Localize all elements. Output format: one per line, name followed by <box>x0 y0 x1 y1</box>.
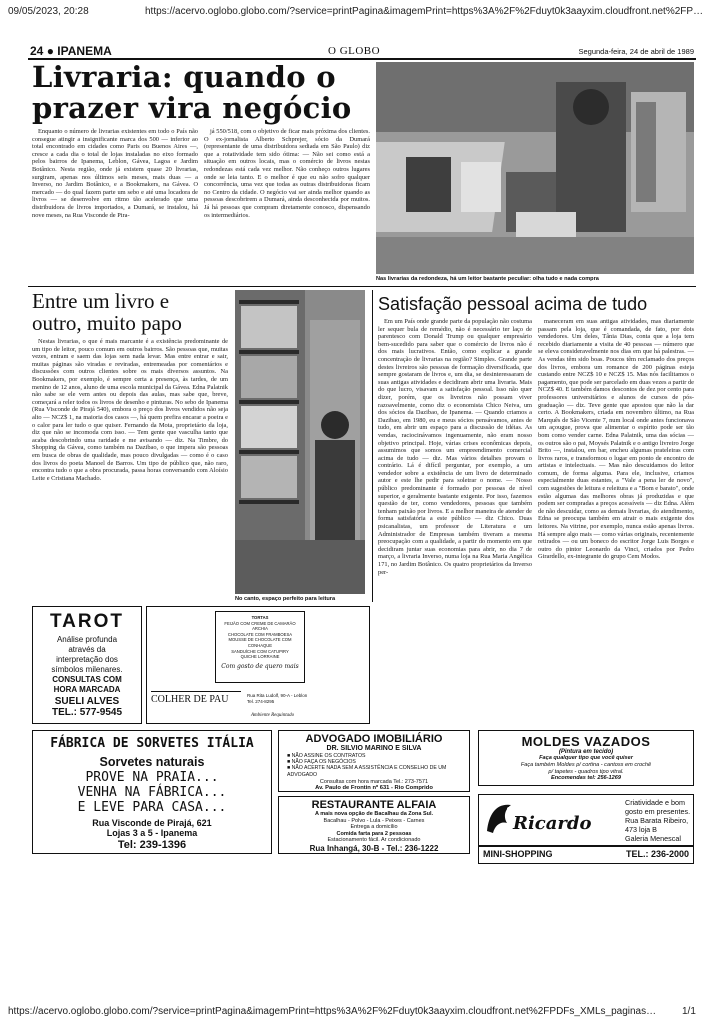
ad-sorvetes-italia <box>32 730 272 854</box>
moldes-subtitle: (Pintura em tecido) <box>558 749 614 755</box>
sorvetes-address2: Lojas 3 a 5 - Ipanema <box>106 828 198 838</box>
moldes-details: Faça qualquer tipo que você quiser Faça também Moldes p/ cortina - cantoss em crochê p/ tapetes - quadros tipo vitral. Encomendas tel: 256-1269 <box>520 755 652 782</box>
bullet-icon: ■ <box>287 765 291 772</box>
sorvetes-slogan: PROVE NA PRAIA... VENHA NA FÁBRICA... E LEVE PARA CASA... <box>77 770 227 815</box>
tarot-phone: TEL.: 577-9545 <box>51 707 123 718</box>
advogado-address: Av. Paulo de Frontin nº 631 - Rio Comprido <box>315 784 433 791</box>
bookstore-photo-illustration <box>376 62 694 274</box>
section-name: IPANEMA <box>57 44 112 58</box>
page-number: 24 <box>30 44 44 58</box>
bullet-icon: ■ <box>287 759 291 766</box>
shelves-photo-illustration <box>235 290 365 594</box>
tarot-description: Análise profunda através da interpretação dos símbolos milenares. CONSULTAS COM HORA MARCADA <box>51 635 123 694</box>
bullet-icon: ● <box>46 44 54 58</box>
article1-col2: já 550/518, com o objetivo de ficar mais próxima dos clientes. O ex-jornalista Alberto Schprejer, sócio da Dumará (representante de uma distribuidora sediada em São Paulo) diz que a rotatividade tem sido ótima: — Não sei como está a situação em outros locais, mas o comércio de livros nestas redondezas está cada vez melhor. Não conheço outros lugares onde se leia tanto. E o melhor é que eu não sofro qualquer concorrência, uma vez que todas as outras distribuidoras ficam no Centro da cidade. O negócio vai ser ainda melhor quando as pessoas descobrirem a Dumará, ainda desconhecida por muitos. Já há pessoas que compram diretamente conosco, dispensando os intermediários. <box>204 128 370 219</box>
ad-colher-de-pau <box>146 606 370 724</box>
ad-moldes-vazados <box>478 730 694 786</box>
print-footer-url[interactable]: https://acervo.oglobo.globo.com/?service=printPagina&imagemPrint=https%3A%2F%2Fduyt0k3aayxim.cloudfront.net%2FPDFs_XMLs_paginas… <box>8 1006 657 1017</box>
ricardo-footer-rule <box>479 845 694 847</box>
sorvetes-title: FÁBRICA DE SORVETES ITÁLIA <box>50 736 254 751</box>
colher-script-slogan: Com gosto de quero mais <box>221 662 299 670</box>
advogado-consult: Consultas com hora marcada Tel.: 273-7571 <box>319 778 429 785</box>
colher-name: COLHER DE PAU <box>151 691 241 705</box>
masthead-section <box>30 44 112 58</box>
article2-headline: Entre um livro e outro, muito papo <box>32 289 182 335</box>
advogado-items: ■ NÃO ASSINE OS CONTRATOS ■ NÃO FAÇA OS NEGÓCIOS ■ NÃO ACERTE NADA SEM A ASSISTÊNCIA E CONSELHO DE UM ADVOGADO <box>287 753 447 778</box>
restaurante-title: RESTAURANTE ALFAIA <box>311 799 437 811</box>
article3-col2: maneceram em suas antigas atividades, mas diariamente passam pela loja, que é comandada, de fato, por dois vendedores. Um deles, Tânia Dias, conta que a loja tem recebido diariamente a visita de 40 pessoas — número que se eleva consideravelmente nos dias em que há palestras. — As vendas têm sido boas. Poucos têm reclamado dos preços dos livros, embora um romance de 200 páginas esteja custando entre NCZ$ 10 e NCZ$ 15. Mas nós facilitamos o pagamento, que pode ser parcelado em duas vezes a partir de NCZ$ 40. E também damos descontos de dez por cento para professores universitários e alunos de cursos de pós-graduação — diz. Teve gente que apostou que não la dar certo. A Bookmakers, criada em novembro último, na Rua Marquês de São Vicente 7, num local onde antes funcionava um açougue, prova que alimentar o espírito pode ser tão bom como vender carne. Edna Palatnik, uma das sócias — os outros são o pai, Moysés Palatnik e o antigo livreiro Jorge Brito —, instalou, em bar, encheu algumas prateleiras com livros raros, e transformou o lugar em ponto de encontro de artistas e intelectuais. — Mas não descuidamos do leitor comum, de forma alguma. Para ele, inclusive, criamos especialmente duas estantes, a "Vale a pena ler de novo", com sugestões de leitura e releitura e a "Bom e barato", onde estão algumas das melhores obras já produzidas e que podem ser compradas a preços acessíveis — diz Edna. Além de não descuidar, como as demais livrarias, do atendimento, Edna se preocupa também em atrair o mais exigente dos leitores. Na vitrine, por exemplo, nunca estão apenas livros. Há sempre algo mais — como várias originais, recentemente retirados — ou um boneco do escritor Jorge Luis Borges e outro do pintor Leonardo da Vinci, criados por Pedro Girardello, ex-integrante do grupo Cem Modos. <box>538 318 694 561</box>
restaurante-details: A mais nova opção de Bacalhau da Zona Sul. Bacalhau - Polvo - Lula - Peixes - Carnes Entrega a domicílio Comida farta para 2 pessoas Estacionamento fácil. Ar condicionado <box>314 811 434 843</box>
article2-photo-caption: No canto, espaço perfeito para leitura <box>235 596 336 602</box>
sorvetes-subtitle: Sorvetes naturais <box>99 755 205 769</box>
sorvetes-phone: Tel: 239-1396 <box>117 839 187 851</box>
article1-photo-caption: Nas livrarias da redondeza, há um leitor bastante peculiar: olha tudo e nada compra <box>376 276 599 282</box>
article1-photo <box>376 62 694 274</box>
article1-headline: Livraria: quando o prazer vira negócio <box>32 60 352 125</box>
article1-col1: Enquanto o número de livrarias existentes em todo o País não consegue atingir a insignificante marca dos 500 — inferior ao total encontrado em cidades como Paris ou Buenos Aires —, cresce a cada dia o total de lojas instaladas no eixo formado pelos bairros de Ipanema, Leblon, Gávea, Lagoa e Jardim Botânico. Nesta região, onde já existem quase 20 livrarias, surgiram, apenas nos últimos seis meses, mais duas — a Inverso, no Jardim Botânico, e a Bookmakers, na Gávea. O mercado — do qual fazem parte um sebo e até uma locadora de livros — se desenvolve em ritmo tão acelerado que uma distribuidora de livros importados, a Dumará, se instalou, há nove meses, na Rua Visconde de Pira- <box>32 128 198 219</box>
ricardo-info: Criatividade e bom gosto em presentes. Rua Barata Ribeiro, 473 loja B Galeria Menescal <box>625 798 691 843</box>
restaurante-address: Rua Inhangá, 30-B - Tel.: 236-1222 <box>309 843 439 853</box>
article2-body: Nestas livrarias, o que é mais marcante é a existência predominante de um tipo de leitor, pouco comum em outros bairros. São pessoas que, muitas vezes, entram e saem das lojas sem nada levar. Mas entre entrar e sair, muitas páginas são viradas e reviradas, entremeadas por comentários e discussões com outros clientes sobre os mais diversos assuntos. Na Bookmakers, por exemplo, é sempre certa a presença, às tardes, de um menino de 12 anos, aluno de uma escola municipal da Gávea. Edna Palatnik não sabe se ele vem antes ou depois das aulas, mas sabe que, breve, começará a reler todos os livros de desenho e pinturas. No sebo de Ipanema (Rua Visconde de Pirajá 540), embora o preço dos livros vendidos não seja alto — NCZ$ 1, na maioria dos casos —, há quem prefira encarar a poeira e o calor para ler tudo o que quiser. Fernando da Mota, proprietário da loja, diz que não se incomoda com isso. — Tem gente que vasculha tanto que acaba descobrindo uma raridade e me avisando — diz. Na Timbre, do Shopping da Gávea, como também na Dazibao, o que impera são pessoas em busca de obras de qualidade, mas pouco divulgadas — como é o caso dos livros do poeta Manoel de Barros. Um tipo de público que, não raro, encontra tudo o que a obra procurada, passa horas conversando com Aloísio Leite e Cristiana Machado. <box>32 338 228 482</box>
section-divider <box>28 286 696 287</box>
column-rule <box>372 290 373 602</box>
ricardo-footer-right: TEL.: 236-2000 <box>625 849 689 859</box>
masthead-date: Segunda-feira, 24 de abril de 1989 <box>578 47 694 56</box>
print-page-count: 1/1 <box>682 1006 696 1017</box>
moldes-title: MOLDES VAZADOS <box>521 734 651 749</box>
ad-tarot <box>32 606 142 724</box>
article3-headline: Satisfação pessoal acima de tudo <box>378 294 648 314</box>
advogado-name: DR. SILVIO MARINO E SILVA <box>326 745 422 752</box>
ricardo-footer-left: MINI-SHOPPING <box>483 849 553 859</box>
colher-footer: Ambiente Requintado <box>251 713 295 718</box>
advogado-title: ADVOGADO IMOBILIÁRIO <box>305 733 443 745</box>
ad-restaurante-alfaia <box>278 796 470 854</box>
masthead-logo: O GLOBO <box>328 45 381 57</box>
sorvetes-address: Rua Visconde de Pirajá, 621 <box>92 818 212 828</box>
tarot-name: SUELI ALVES <box>54 696 120 707</box>
tarot-title: TAROT <box>49 611 125 632</box>
newspaper-page <box>28 44 696 994</box>
print-timestamp: 09/05/2023, 20:28 <box>8 6 89 17</box>
colher-address-block: Rua Rita Ludolf, 90-A - Leblon Tel. 274-8295 <box>247 693 308 704</box>
ad-advogado-imobiliario <box>278 730 470 792</box>
article3-col1: Em um País onde grande parte da população não costuma ler sequer bula de remédio, não é necessário ter laço de parentesco com Donald Trump ou qualquer empresário bem-sucedido para saber que o comércio de livros não é dos mais lucrativos. Então, como explicar a grande concentração de livrarias na região? Simples. Grande parte destes livreiros são pessoas de formação diversificada, que sempre gostaram de livros e, um dia, se desinteressaram de suas antigas atividades e decidiram abrir uma livraria. Mais do que lucro, visavam a satisfação pessoal. Isso não quer dizer, porém, que os livreiros não possam viver razoavelmente, como diz o economista Chico Neiva, um dos sócios da Dazibao, de Ipanema. — Quando criamos a Dazibao, em 1980, eu e meus sócios pensávamos, antes de tudo, em abrir um espaço para a discussão de idéias. As vendas, raciocinávamos ingenuamente, não eram nosso objetivo principal. Hoje, várias crises econômicas depois, assumimos que somos um empreendimento comercial acima de tudo — diz. Mas vários detalhes provam o contrário. Lá é difícil perguntar, por exemplo, a um vendedor sobre a existência de um livro de determinado autor e este lhe pedir para soletrar o nome. — Nosso público predominante é formado por pessoas de nível superior, e geralmente bastante exigente. Por isso, fazemos questão de ter, como vendedores, pessoas que também tenham paixão por livros. E a melhor maneira de atender de forma satisfatória a este público — diz Chico. Duas psicanalistas, um professor de Literatura e um Administrador de Empresas também tiveram a mesma preocupação com a qualidade, a partir do momento em que decidiram juntar suas economias para abrir, no dia 7 de março, a livraria Inverso, numa loja na Rua Maria Angélica 171, no Jardim Botânico. Os quatro proprietários da Inverso per- <box>378 318 532 576</box>
print-url[interactable]: https://acervo.oglobo.globo.com/?service=printPagina&imagemPrint=https%3A%2F%2Fduyt0k3aayxim.cloudfront.net%2FP… <box>145 6 704 17</box>
ricardo-logo-text: Ricardo <box>513 813 592 834</box>
colher-promo-box: TORTAS FEIJÃO COM CREME DE CAMARÃO ARCHIA CHOCOLATE COM FRAMBOESA MOUSSE DE CHOCOLATE COM CONHAQUE SANDUÍCHE COM CATUPIRY QUICHE LORRAINE Com gosto de quero mais <box>215 611 305 683</box>
bullet-icon: ■ <box>287 753 291 759</box>
article2-photo <box>235 290 365 594</box>
ad-ricardo-presentes <box>478 794 694 864</box>
